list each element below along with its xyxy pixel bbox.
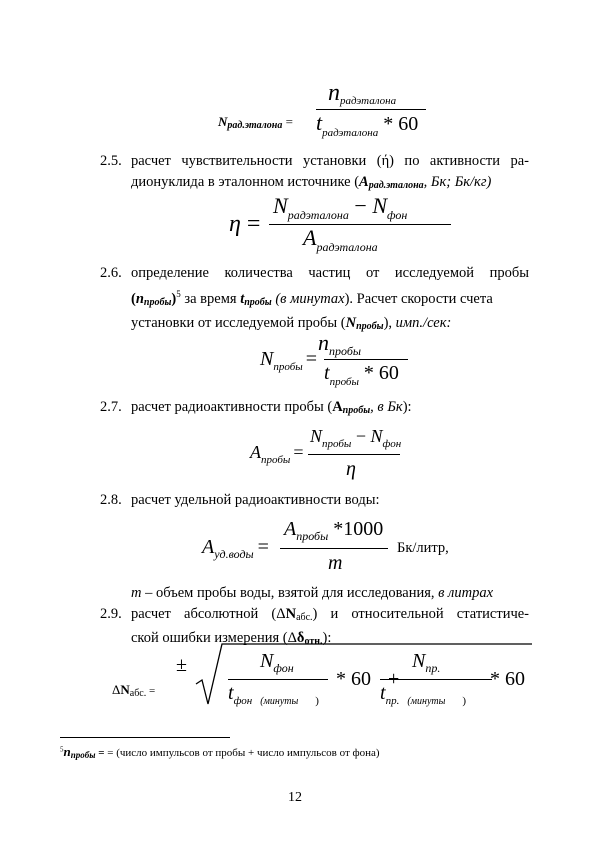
formula-3-eq: = <box>305 348 317 370</box>
formula-3-denominator <box>324 362 399 388</box>
item-2-7-text <box>131 397 529 421</box>
item-2-9-a: расчет абсолютной (Δ <box>131 606 286 622</box>
formula-3-num: n <box>318 330 329 355</box>
formula-sensitivity <box>225 193 455 257</box>
item-2-5-text <box>131 151 529 196</box>
formula-5-num-tail: *1000 <box>328 518 384 540</box>
item-2-9-line-1 <box>131 604 529 628</box>
formula-1-num-main: n <box>328 80 340 106</box>
formula-1-lhs-sub: рад.эталона <box>227 120 283 131</box>
formula-1-den-sub: радэталона <box>322 127 379 139</box>
item-2-6-line-2 <box>131 284 529 313</box>
item-2-7-line-1 <box>131 397 529 421</box>
formula-1-denominator <box>316 110 418 139</box>
formula-sample-count-rate <box>258 330 418 400</box>
item-2-6-N-sub: пробы <box>356 320 384 332</box>
item-2-6-paren: (в минутах <box>271 290 345 307</box>
formula-3-lhs-sub: пробы <box>273 361 303 373</box>
formula-4-denominator <box>346 458 356 481</box>
item-2-6-t-sub: пробы <box>244 296 272 308</box>
formula-3-lhs <box>260 348 317 373</box>
formula-5-num: A <box>284 518 297 540</box>
formula-6-lhs <box>112 682 155 699</box>
item-2-8-text <box>131 490 529 511</box>
item-2-7-a: расчет радиоактивности пробы ( <box>131 399 333 415</box>
formula-4-num-b-sub: фон <box>382 438 402 450</box>
item-2-8-number: 2.8. <box>100 492 122 508</box>
formula-4-eq: = <box>293 442 304 462</box>
formula-1-den-main: t <box>316 110 323 135</box>
item-2-5-units: , Бк; Бк/кг) <box>423 174 492 190</box>
item-2-6-number: 2.6. <box>100 265 122 281</box>
mass-symbol: m <box>131 585 142 601</box>
page-number: 12 <box>288 790 302 805</box>
item-2-7-units: , в Бк <box>370 399 403 415</box>
formula-4-num-a: N <box>310 426 323 446</box>
item-2-6-close: ) <box>171 290 177 307</box>
footnote-mark: 5 <box>60 745 64 754</box>
item-2-6-text <box>131 263 529 337</box>
formula-6-N-sub: абс. <box>129 688 147 699</box>
formula-2-den: A <box>303 225 317 250</box>
formula-2-num-a: N <box>273 193 288 218</box>
formula-5-den: m <box>328 552 343 574</box>
formula-5-lhs-main: A <box>202 536 215 558</box>
formula-6-term-2-tail: * 60 <box>490 668 525 690</box>
item-2-9-N-sub: абс. <box>296 612 313 623</box>
formula-3-fraction-bar <box>324 359 408 360</box>
formula-specific-activity <box>200 518 470 582</box>
formula-5-num-sub: пробы <box>296 529 329 543</box>
item-2-5-sub: рад.эталона <box>368 180 424 191</box>
formula-4-num-a-sub: пробы <box>322 438 352 450</box>
formula-2-den-sub: радэталона <box>316 240 378 254</box>
formula-3-num-sub: пробы <box>329 344 362 358</box>
formula-6-term-1-numerator <box>260 650 294 676</box>
item-2-9-delta: δ <box>296 630 305 646</box>
footnote-separator <box>60 737 230 738</box>
item-2-6-n: n <box>135 290 144 307</box>
formula-6-term-2-denominator <box>380 682 466 707</box>
formula-1-num-sub: радэталона <box>340 95 397 107</box>
item-2-7-end: ): <box>402 399 412 415</box>
footnote-eq: = <box>95 747 108 759</box>
formula-2-num-a-sub: радэталона <box>287 208 349 222</box>
item-2-9-N: N <box>285 606 297 622</box>
formula-5-denominator <box>328 552 342 575</box>
item-2-6-open: ( <box>131 290 136 307</box>
item-2-5-number: 2.5. <box>100 153 122 169</box>
item-2-9-number: 2.9. <box>100 606 122 622</box>
formula-2-denominator <box>303 225 378 255</box>
item-2-7-sym: А <box>332 399 343 415</box>
formula-6-term-2-bar-visible <box>380 679 492 680</box>
footnote-5 <box>60 744 380 760</box>
formula-3-numerator <box>318 330 361 359</box>
item-2-5-line-2-a: дионуклида в эталонном источнике ( <box>131 174 360 190</box>
item-2-8-line-1: расчет удельной радиоактивности воды: <box>131 492 380 508</box>
formula-4-lhs-sub: пробы <box>261 454 291 466</box>
formula-6-term-1-bar <box>228 679 328 680</box>
formula-2-numerator <box>273 193 407 223</box>
item-2-5-line-1: расчет чувствительности установки (ή) по активности ра- <box>131 153 529 169</box>
item-2-9-b: ) и относительной статистиче- <box>312 606 530 622</box>
formula-1-lhs-main: N <box>218 114 228 129</box>
mass-definition <box>131 583 493 604</box>
formula-6-t1-den: t <box>228 682 234 704</box>
formula-2-lhs <box>229 211 260 238</box>
item-2-5-sym: А <box>359 174 369 190</box>
formula-2-eta: η <box>229 211 241 237</box>
footnote-n: n <box>63 744 71 759</box>
formula-6-term-1-denominator <box>228 682 319 707</box>
formula-2-num-b-sub: фон <box>387 208 408 222</box>
formula-6-plus: + <box>388 668 400 690</box>
formula-1-lhs <box>218 114 293 131</box>
formula-2-num-b: N <box>372 193 387 218</box>
formula-sample-activity <box>248 426 408 486</box>
formula-5-lhs-sub: уд.воды <box>214 547 254 561</box>
item-2-6-n-sub: пробы <box>143 296 172 308</box>
formula-3-den-tail: * 60 <box>358 362 399 384</box>
formula-absolute-error <box>112 640 532 720</box>
formula-2-minus: − <box>348 193 373 218</box>
item-2-6-line-1: определение количества частиц от исследуемой пробы <box>131 265 529 281</box>
mass-units: в литрах <box>438 585 494 601</box>
formula-6-t2-den-paren: (минуты <box>407 696 446 707</box>
formula-6-t1-den-close: ) <box>315 695 319 707</box>
formula-3-lhs-main: N <box>260 348 274 370</box>
formula-6-t2-den-close: ) <box>462 695 467 707</box>
formula-6-term-1-tail: * 60 <box>336 668 371 690</box>
formula-5-units: Бк/литр, <box>397 540 449 556</box>
formula-6-t2-num: N <box>412 650 426 672</box>
item-2-6-line-3-a: установки от исследуемой пробы ( <box>131 314 346 331</box>
footnote-text: = (число импульсов от пробы + число импульсов от фона) <box>107 747 380 759</box>
item-2-6-line-3-b: ), <box>383 314 396 331</box>
formula-5-fraction-bar <box>280 548 388 549</box>
formula-6-delta: Δ <box>112 682 121 697</box>
formula-1-numerator <box>328 80 396 107</box>
item-2-7-sub: пробы <box>342 405 371 416</box>
formula-6-N: N <box>120 682 130 697</box>
formula-1-den-tail: * 60 <box>378 113 419 135</box>
item-2-6-t: t <box>240 290 245 307</box>
formula-5-numerator <box>284 518 383 544</box>
formula-4-lhs-main: A <box>250 442 261 462</box>
formula-4-minus: − <box>351 426 371 446</box>
formula-6-t1-den-paren: (минуты <box>260 696 299 707</box>
formula-6-t1-num: N <box>260 650 274 672</box>
mass-text: – объем пробы воды, взятой для исследования, <box>141 585 439 601</box>
item-2-6-mid: за время <box>180 290 241 307</box>
formula-6-t1-den-sub: фон <box>233 695 253 707</box>
formula-2-eq: = <box>246 211 261 237</box>
formula-6-t2-den: t <box>380 682 386 704</box>
footnote-ref-5: 5 <box>176 289 181 299</box>
formula-5-eq: = <box>257 536 269 558</box>
item-2-9-d: ): <box>322 630 332 646</box>
formula-4-den: η <box>346 458 356 480</box>
formula-6-t2-den-sub: пр. <box>385 695 400 707</box>
formula-6-term-2-numerator <box>412 650 440 676</box>
formula-5-lhs <box>202 536 269 562</box>
item-2-6-end: ). Расчет скорости счета <box>344 290 493 307</box>
formula-6-eq: = <box>146 685 156 697</box>
formula-rad-etalon-count-rate <box>210 80 450 150</box>
item-2-7-number: 2.7. <box>100 399 122 415</box>
footnote-n-sub: пробы <box>70 750 96 760</box>
formula-1-eq: = <box>285 114 293 129</box>
formula-6-t1-num-sub: фон <box>273 661 294 675</box>
item-2-6-N: N <box>345 314 357 331</box>
formula-4-numerator <box>310 426 401 450</box>
formula-4-lhs <box>250 442 304 466</box>
item-2-6-units: имп./сек: <box>395 314 452 331</box>
formula-3-den: t <box>324 362 330 384</box>
formula-6-t2-num-sub: пр. <box>425 661 441 675</box>
formula-4-fraction-bar <box>308 454 400 455</box>
item-2-9-c: ской ошибки измерения (Δ <box>131 630 297 646</box>
formula-4-num-b: N <box>370 426 383 446</box>
formula-6-plus-minus: ± <box>176 654 187 676</box>
formula-3-den-sub: пробы <box>329 376 359 388</box>
item-2-9-delta-sub: отн. <box>304 636 323 647</box>
